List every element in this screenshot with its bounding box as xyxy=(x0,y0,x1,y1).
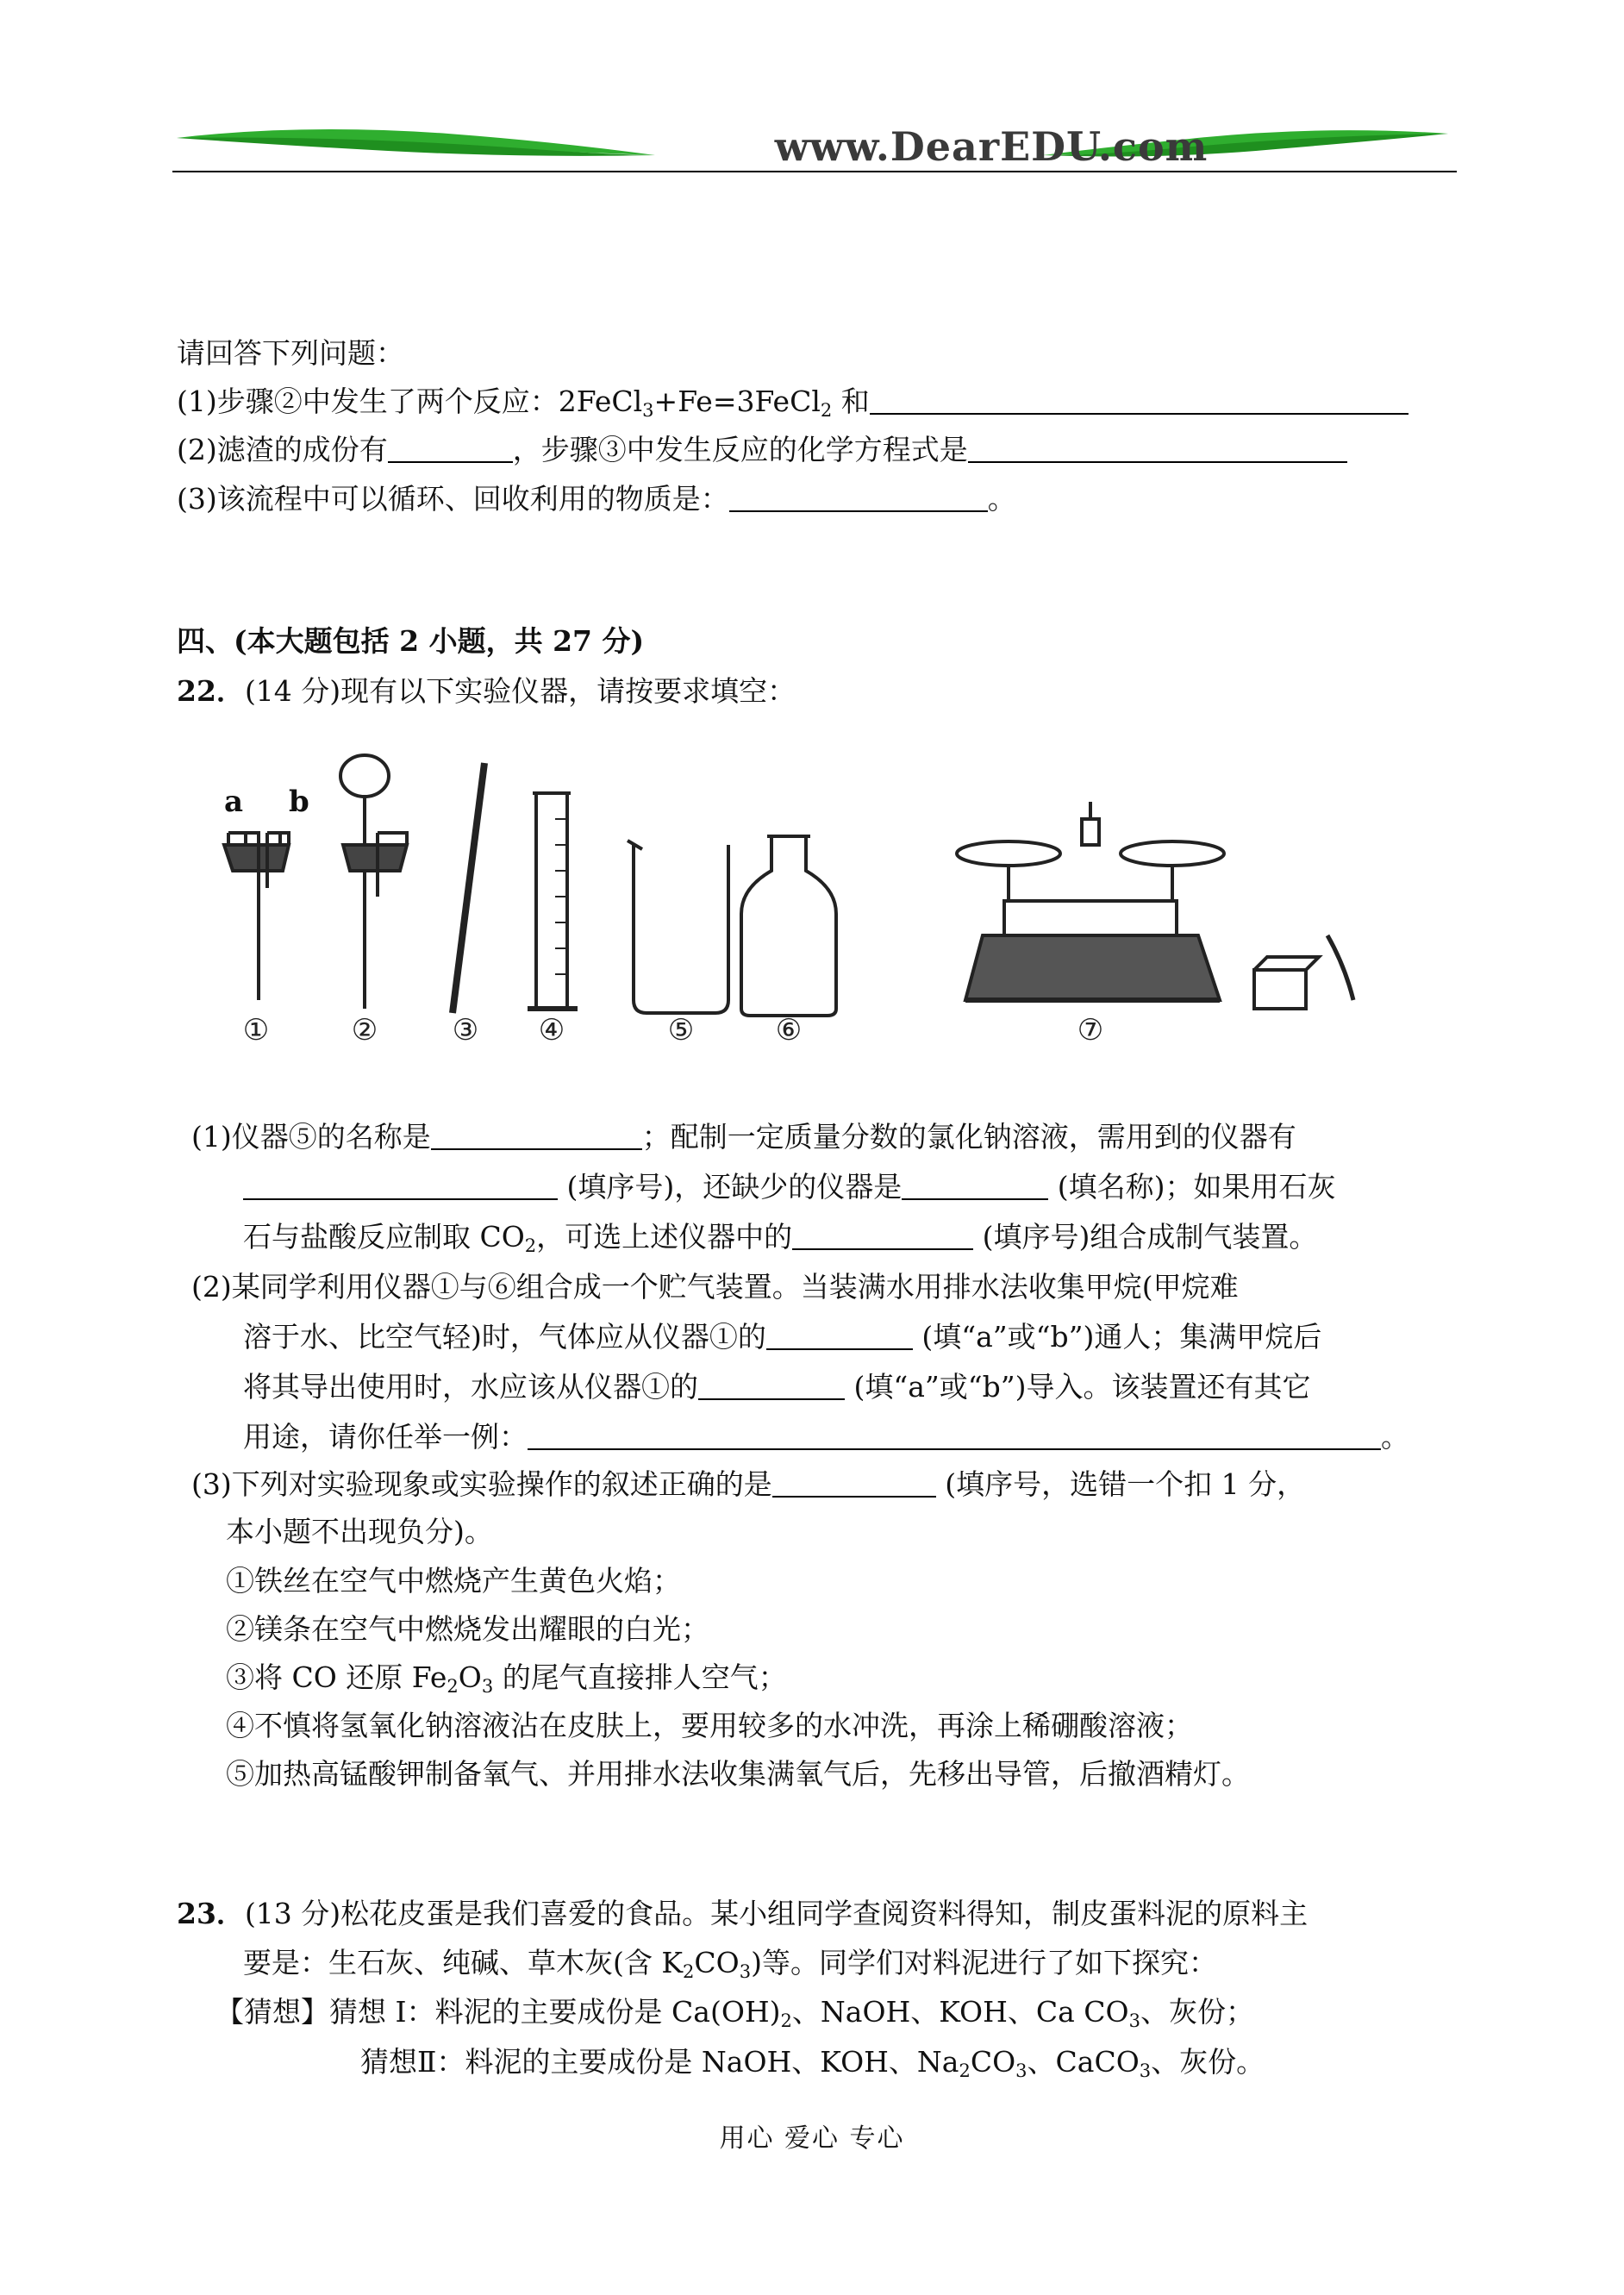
section3-q3: (3)该流程中可以循环、回收利用的物质是： 。 xyxy=(177,482,1016,516)
section3-intro: 请回答下列问题： xyxy=(177,336,404,370)
q22-option-1: ①铁丝在空气中燃烧产生黄色火焰； xyxy=(226,1564,681,1598)
q22-part2-line3: 将其导出使用时，水应该从仪器①的 (填“a”或“b”)导入。该装置还有其它 xyxy=(243,1370,1311,1404)
q22-part1-line1: (1)仪器⑤的名称是 ；配制一定质量分数的氯化钠溶液，需用到的仪器有 xyxy=(191,1120,1296,1154)
answer-blank[interactable] xyxy=(968,434,1347,463)
answer-blank[interactable] xyxy=(243,1171,558,1200)
answer-blank[interactable] xyxy=(792,1221,973,1250)
figure-label-3: ③ xyxy=(452,1013,479,1047)
answer-blank[interactable] xyxy=(431,1121,642,1150)
header-divider xyxy=(172,171,1457,172)
figure-label-5: ⑤ xyxy=(667,1013,695,1047)
q22-part1-line2: (填序号)，还缺少的仪器是 (填名称)；如果用石灰 xyxy=(243,1168,1336,1206)
figure-label-6: ⑥ xyxy=(775,1013,803,1047)
brand-logo-text: www.DearEDU.com xyxy=(774,123,1209,170)
q22-part1-line3: 石与盐酸反应制取 $CO_2$，可选上述仪器中的 (填序号)组合成制气装置。 xyxy=(243,1220,1318,1256)
q22-option-4: ④不慎将氢氧化钠溶液沾在皮肤上，要用较多的水冲洗，再涂上稀硼酸溶液； xyxy=(226,1709,1193,1742)
q22-option-5: ⑤加热高锰酸钾制备氧气、并用排水法收集满氧气后，先移出导管，后撤酒精灯。 xyxy=(226,1757,1250,1791)
apparatus-figure xyxy=(207,750,1414,1060)
tube-label-a: a xyxy=(224,785,244,819)
lab-apparatus-illustration xyxy=(207,750,1414,1060)
figure-label-1: ① xyxy=(242,1013,270,1047)
tube-label-b: b xyxy=(289,785,309,819)
q22-option-3: ③将 CO 还原 $Fe_2O_3$ 的尾气直接排人空气； xyxy=(226,1660,787,1697)
answer-blank[interactable] xyxy=(772,1468,936,1498)
figure-label-7: ⑦ xyxy=(1077,1013,1104,1047)
q23-hypothesis-1: 【猜想】猜想 I：料泥的主要成份是 $Ca(OH)_2$、NaOH、KOH、Ca $CO_3$、灰份； xyxy=(215,1995,1254,2031)
answer-blank[interactable] xyxy=(698,1371,845,1400)
gas-collecting-bottle-icon xyxy=(741,836,836,1016)
answer-blank[interactable] xyxy=(528,1421,1381,1450)
q22-part3-line2: 本小题不出现负分)。 xyxy=(226,1515,493,1548)
q22-part2-line4: 用途，请你任举一例： 。 xyxy=(243,1420,1409,1454)
q23-line1: 23．(13 分)松花皮蛋是我们喜爱的食品。某小组同学查阅资料得知，制皮蛋料泥的原料主 xyxy=(177,1897,1309,1930)
graduated-cylinder-icon xyxy=(528,793,578,1009)
q22-stem: 22．(14 分)现有以下实验仪器，请按要求填空： xyxy=(177,674,796,708)
figure-label-2: ② xyxy=(351,1013,378,1047)
answer-blank[interactable] xyxy=(388,434,513,463)
header-banner xyxy=(172,116,1457,177)
q23-line2: 要是：生石灰、纯碱、草木灰(含 $K_2CO_3$)等。同学们对料泥进行了如下探究： xyxy=(243,1946,1217,1982)
q23-hypothesis-2: 猜想Ⅱ：料泥的主要成份是 NaOH、KOH、$Na_2CO_3$、CaCO$_3$、灰份。 xyxy=(360,2045,1265,2081)
q22-part2-line1: (2)某同学利用仪器①与⑥组合成一个贮气装置。当装满水用排水法收集甲烷(甲烷难 xyxy=(191,1270,1239,1304)
page-footer: 用心 爱心 专心 xyxy=(719,2123,905,2154)
glass-rod-icon xyxy=(453,763,484,1013)
thistle-funnel-stopper-icon xyxy=(340,755,407,1009)
figure-label-4: ④ xyxy=(538,1013,565,1047)
section4-title: 四、(本大题包括 2 小题，共 27 分) xyxy=(177,624,645,658)
balance-scale-icon xyxy=(957,802,1353,1009)
stopper-two-tubes-icon xyxy=(224,833,289,1000)
beaker-icon xyxy=(628,841,728,1013)
section3-q2: (2)滤渣的成份有 ，步骤③中发生反应的化学方程式是 xyxy=(177,431,1347,469)
section3-q1: (1)步骤②中发生了两个反应：2FeCl$_3$+Fe=3FeCl$_2$ 和 xyxy=(177,383,1409,421)
answer-blank[interactable] xyxy=(766,1321,913,1350)
answer-blank[interactable] xyxy=(729,483,988,512)
q22-part3-line1: (3)下列对实验现象或实验操作的叙述正确的是 (填序号，选错一个扣 1 分， xyxy=(191,1467,1306,1501)
q22-part2-line2: 溶于水、比空气轻)时，气体应从仪器①的 (填“a”或“b”)通人；集满甲烷后 xyxy=(243,1320,1322,1354)
answer-blank[interactable] xyxy=(870,385,1409,415)
answer-blank[interactable] xyxy=(902,1171,1048,1200)
q22-option-2: ②镁条在空气中燃烧发出耀眼的白光； xyxy=(226,1612,709,1646)
